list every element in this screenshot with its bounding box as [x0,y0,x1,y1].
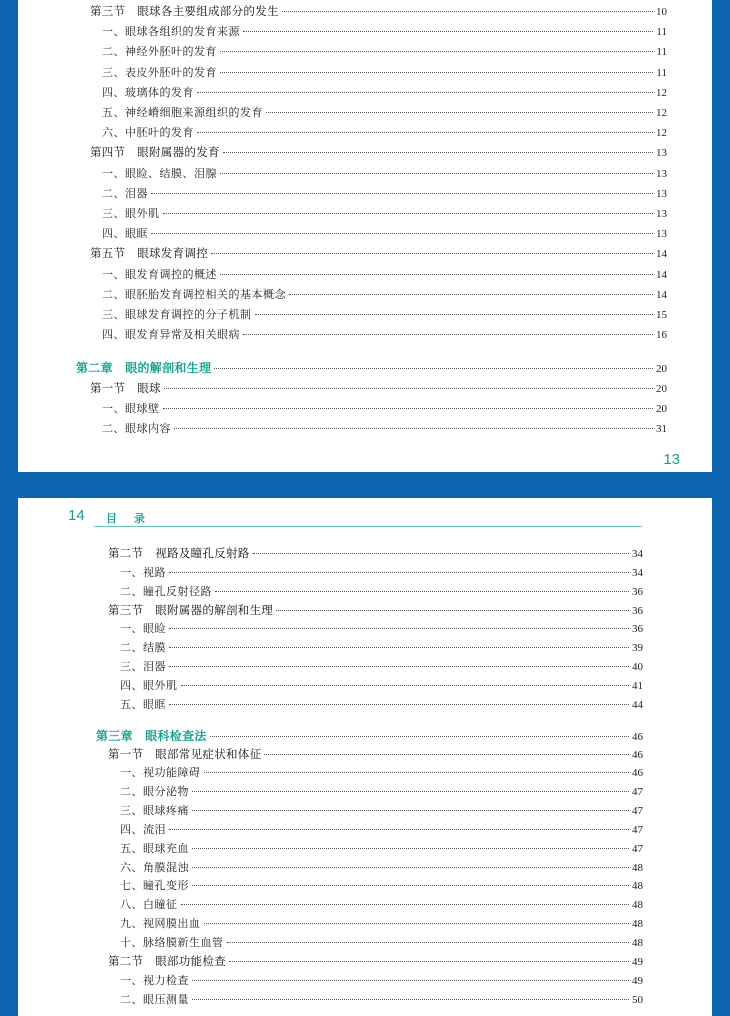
toc-entry-title: 六、中胚叶的发育 [102,126,194,140]
toc-item-entry[interactable] [120,677,643,693]
toc-entry-title: 四、眼外肌 [120,678,178,692]
toc-entry-page-number: 36 [632,623,643,636]
toc-item-entry[interactable] [102,165,667,181]
toc-section-entry[interactable] [90,144,667,160]
toc-chapter-entry[interactable] [96,727,643,744]
dot-leader [151,193,653,194]
toc-item-entry[interactable] [120,821,643,837]
toc-entry-title: 九、视网膜出血 [120,917,201,931]
toc-entry-page-number: 31 [656,423,667,435]
toc-entry-page-number: 47 [632,842,643,855]
toc-item-entry[interactable] [102,23,667,39]
dot-leader [210,736,629,737]
dot-leader [163,408,654,409]
toc-entry-title: 一、眼球壁 [102,401,160,415]
dot-leader [204,923,630,924]
toc-entry-page-number: 46 [632,730,643,743]
toc-entry-page-number: 11 [656,46,667,59]
toc-entry-page-number: 12 [656,107,667,119]
toc-entry-title: 二、眼胚胎发育调控相关的基本概念 [102,287,286,301]
dot-leader [204,772,630,773]
toc-entry-title: 第五节 眼球发育调控 [90,248,208,261]
toc-entry-page-number: 46 [632,748,643,761]
toc-entry-page-number: 13 [656,228,667,241]
dot-leader [192,885,629,886]
dot-leader [220,274,653,275]
toc-entry-title: 八、白瞳征 [120,898,178,912]
toc-entry-page-number: 50 [632,993,643,1006]
toc-section-entry[interactable] [108,953,643,969]
toc-item-entry[interactable] [120,896,643,912]
toc-entry-page-number: 16 [656,329,667,342]
running-header-title: 目 录 [106,513,148,525]
toc-entry-page-number: 12 [656,127,667,140]
toc-item-entry[interactable] [102,64,667,80]
toc-item-entry[interactable] [102,266,667,282]
toc-section-entry[interactable] [90,380,667,396]
toc-item-entry[interactable] [120,783,643,799]
dot-leader [220,72,653,73]
toc-entry-page-number: 46 [632,767,643,780]
toc-entry-page-number: 47 [632,786,643,799]
toc-item-entry[interactable] [102,225,667,241]
toc-entry-page-number: 10 [656,6,667,18]
dot-leader [223,152,653,153]
dot-leader [174,428,653,429]
dot-leader [192,867,629,868]
toc-entry-page-number: 48 [632,899,643,912]
toc-entry-page-number: 48 [632,880,643,893]
toc-entry-title: 二、眼分泌物 [120,785,189,799]
toc-entry-title: 二、眼压测量 [120,992,189,1006]
toc-item-entry[interactable] [120,840,643,856]
toc-item-entry[interactable] [102,306,667,322]
toc-section-entry[interactable] [108,602,643,618]
toc-item-entry[interactable] [120,877,643,893]
toc-entry-title: 五、神经嵴细胞来源组织的发育 [102,106,263,119]
toc-entry-page-number: 47 [632,805,643,818]
page-number: 14 [68,507,85,524]
toc-entry-page-number: 41 [632,679,643,692]
toc-entry-title: 三、眼球发育调控的分子机制 [102,308,252,321]
toc-item-entry[interactable] [120,764,643,780]
dot-leader [289,294,653,295]
toc-item-entry[interactable] [102,104,667,120]
toc-entry-page-number: 34 [632,566,643,579]
toc-chapter-entry[interactable] [76,359,667,376]
toc-entry-title: 三、眼外肌 [102,207,160,220]
dot-leader [227,942,630,943]
toc-entry-page-number: 48 [632,918,643,931]
toc-section-entry[interactable] [90,3,667,19]
toc-entry-page-number: 13 [656,187,667,200]
toc-item-entry[interactable] [102,286,667,302]
toc-entry-title: 四、流泪 [120,822,166,836]
toc-item-entry[interactable] [120,859,643,875]
toc-entry-page-number: 13 [656,147,667,160]
toc-entry-title: 一、视力检查 [120,973,189,987]
toc-entry-title: 二、眼球内容 [102,422,171,435]
header-divider [94,526,642,527]
toc-entry-title: 二、瞳孔反射径路 [120,584,212,598]
toc-entry-title: 六、角膜混浊 [120,860,189,874]
toc-entry-page-number: 11 [656,26,667,39]
toc-entry-page-number: 36 [632,604,643,617]
toc-entry-page-number: 36 [632,585,643,598]
toc-entry-title: 一、视功能障碍 [120,766,201,780]
toc-item-entry[interactable] [120,934,643,950]
toc-entry-title: 七、瞳孔变形 [120,879,189,893]
toc-item-entry[interactable] [120,564,643,580]
toc-entry-page-number: 48 [632,937,643,949]
dot-leader [151,233,653,234]
toc-entry-title: 三、眼球疼痛 [120,804,189,818]
toc-item-entry[interactable] [120,972,643,988]
toc-entry-title: 二、结膜 [120,641,166,655]
toc-item-entry[interactable] [102,124,667,140]
dot-leader [215,591,629,592]
toc-entry-page-number: 48 [632,861,643,874]
toc-item-entry[interactable] [102,43,667,59]
toc-item-entry[interactable] [120,620,643,636]
toc-entry-title: 一、眼发育调控的概述 [102,267,217,281]
toc-entry-title: 第二章 眼的解剖和生理 [76,361,212,376]
toc-entry-page-number: 11 [656,66,667,79]
toc-item-entry[interactable] [120,696,643,712]
toc-entry-page-number: 47 [632,823,643,836]
toc-item-entry[interactable] [102,205,667,221]
toc-item-entry[interactable] [102,326,667,342]
toc-entry-title: 一、眼睑、结膜、泪腺 [102,166,217,180]
dot-leader [169,572,629,573]
toc-item-entry[interactable] [120,915,643,931]
toc-entry-title: 第一节 眼部常见症状和体征 [108,748,262,761]
toc-item-entry[interactable] [120,991,643,1007]
toc-entry-page-number: 14 [656,268,667,281]
toc-entry-page-number: 13 [656,208,667,220]
dot-leader [282,11,653,12]
dot-leader [266,112,653,113]
toc-entry-page-number: 44 [632,698,643,711]
toc-entry-title: 第一节 眼球 [90,382,161,395]
toc-entry-title: 四、眼发育异常及相关眼病 [102,328,240,342]
toc-entry-title: 五、眼球充血 [120,841,189,855]
toc-section-entry[interactable] [108,545,643,561]
toc-entry-title: 一、视路 [120,565,166,579]
dot-leader [169,628,629,629]
toc-entry-page-number: 20 [656,382,667,395]
toc-entry-page-number: 20 [656,363,667,376]
toc-section-entry[interactable] [108,746,643,762]
toc-entry-title: 二、神经外胚叶的发育 [102,45,217,59]
dot-leader [181,904,630,905]
dot-leader [169,666,629,667]
toc-entry-page-number: 13 [656,167,667,180]
toc-item-entry[interactable] [120,583,643,599]
toc-item-entry[interactable] [102,420,667,436]
page-number: 13 [663,451,680,468]
toc-entry-page-number: 20 [656,402,667,415]
toc-entry-title: 五、眼眶 [120,697,166,711]
toc-entry-title: 三、泪器 [120,660,166,674]
toc-entry-page-number: 14 [656,248,667,261]
dot-leader [192,810,629,811]
toc-item-entry[interactable] [102,185,667,201]
toc-entry-page-number: 49 [632,974,643,987]
toc-entry-title: 四、玻璃体的发育 [102,85,194,99]
toc-entry-title: 第四节 眼附属器的发育 [90,147,220,160]
dot-leader [163,213,654,214]
toc-item-entry[interactable] [102,400,667,416]
toc-section-entry[interactable] [90,245,667,261]
dot-leader [243,334,653,335]
toc-item-entry[interactable] [102,84,667,100]
toc-entry-page-number: 15 [656,309,667,321]
dot-leader [192,999,629,1000]
dot-leader [255,314,654,315]
toc-item-entry[interactable] [120,658,643,674]
dot-leader [192,980,629,981]
toc-entry-title: 第二节 视路及瞳孔反射路 [108,548,250,560]
toc-item-entry[interactable] [120,802,643,818]
toc-entry-title: 第三节 眼附属器的解剖和生理 [108,604,274,617]
dot-leader [243,31,653,32]
dot-leader [164,388,653,389]
dot-leader [220,51,653,52]
dot-leader [229,961,629,962]
dot-leader [192,791,629,792]
dot-leader [214,368,653,369]
dot-leader [169,704,629,705]
toc-entry-title: 第三节 眼球各主要组成部分的发生 [90,6,279,18]
dot-leader [181,685,630,686]
toc-entry-page-number: 12 [656,86,667,99]
toc-entry-title: 第二节 眼部功能检查 [108,955,226,968]
toc-page-top [18,0,712,472]
toc-entry-title: 二、泪器 [102,186,148,200]
dot-leader [169,647,629,648]
toc-entry-title: 四、眼眶 [102,227,148,241]
toc-entry-title: 三、表皮外胚叶的发育 [102,65,217,79]
toc-item-entry[interactable] [120,639,643,655]
dot-leader [276,610,629,611]
dot-leader [169,829,629,830]
dot-leader [264,754,629,755]
toc-entry-title: 第三章 眼科检查法 [96,728,207,743]
toc-page-bottom [18,498,712,1016]
dot-leader [192,848,629,849]
dot-leader [220,173,653,174]
dot-leader [253,553,629,554]
toc-entry-page-number: 14 [656,288,667,301]
toc-entry-title: 一、眼球各组织的发育来源 [102,25,240,39]
toc-entry-title: 一、眼睑 [120,622,166,636]
dot-leader [197,132,653,133]
toc-entry-page-number: 39 [632,642,643,655]
toc-entry-page-number: 40 [632,661,643,674]
toc-entry-page-number: 49 [632,955,643,968]
toc-entry-title: 十、脉络膜新生血管 [120,936,224,949]
toc-entry-page-number: 34 [632,548,643,560]
dot-leader [197,92,653,93]
dot-leader [211,253,653,254]
